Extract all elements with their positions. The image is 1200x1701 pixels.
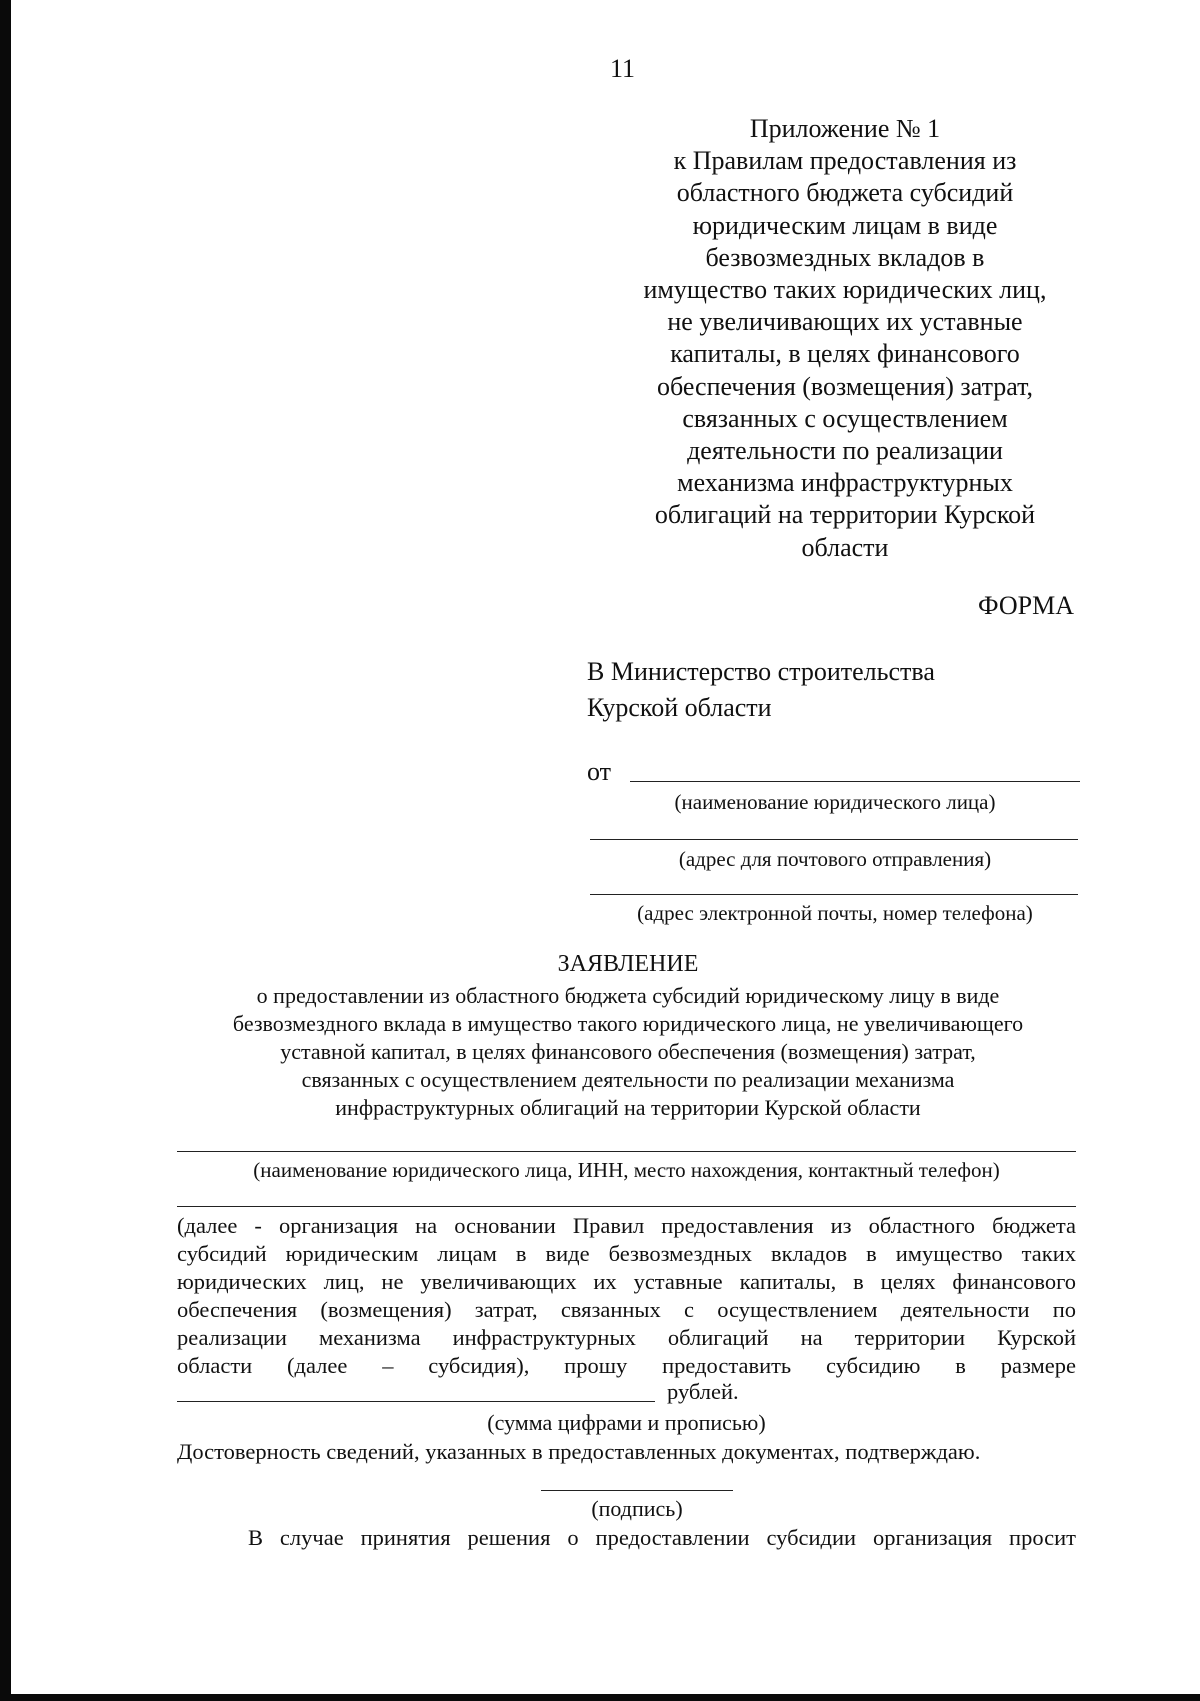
email-phone-hint: (адрес электронной почты, номер телефона) <box>637 901 1033 925</box>
appendix-line: капиталы, в целях финансового <box>670 339 1020 369</box>
statement-subtitle-line: безвозмездного вклада в имущество такого юридического лица, не увеличивающего <box>232 1011 1024 1036</box>
rubles-label: рублей. <box>667 1379 739 1404</box>
scan-edge-bottom <box>0 1694 1200 1701</box>
statement-body-line: реализации механизма инфраструктурных облигаций на территории Курской <box>177 1325 1076 1350</box>
scan-edge-left <box>0 0 11 1701</box>
appendix-line: области <box>801 532 889 562</box>
confirmation-text: Достоверность сведений, указанных в предоставленных документах, подтверждаю. <box>177 1439 981 1464</box>
appendix-line: механизма инфраструктурных <box>677 468 1013 498</box>
statement-subtitle-line: связанных с осуществлением деятельности по реализации механизма <box>301 1067 955 1092</box>
form-label: ФОРМА <box>978 591 1074 620</box>
appendix-line: не увеличивающих их уставные <box>667 307 1023 337</box>
statement-title: ЗАЯВЛЕНИЕ <box>557 951 699 977</box>
page-number: 11 <box>610 54 636 83</box>
appendix-line: областного бюджета субсидий <box>676 178 1014 208</box>
postal-address-hint: (адрес для почтового отправления) <box>678 847 992 871</box>
signature-field-line <box>541 1490 733 1491</box>
appendix-line: к Правилам предоставления из <box>673 146 1017 176</box>
postal-address-field-line <box>590 839 1078 840</box>
org-name-hint: (наименование юридического лица) <box>674 790 996 814</box>
from-label: от <box>587 757 612 786</box>
statement-subtitle-line: о предоставлении из областного бюджета субсидий юридическому лицу в виде <box>256 983 1000 1008</box>
statement-subtitle-line: уставной капитал, в целях финансового обеспечения (возмещения) затрат, <box>280 1039 976 1064</box>
appendix-line: облигаций на территории Курской <box>654 500 1036 530</box>
org-name-field-line <box>630 781 1080 782</box>
statement-subtitle-line: инфраструктурных облигаций на территории Курской области <box>335 1095 921 1120</box>
appendix-line: связанных с осуществлением <box>682 403 1008 433</box>
appendix-line: юридическим лицам в виде <box>692 210 998 240</box>
org-details-field-line-2 <box>177 1206 1076 1207</box>
subsidy-amount-field-line <box>177 1401 655 1402</box>
statement-body-line: обеспечения (возмещения) затрат, связанных с осуществлением деятельности по <box>177 1297 1076 1322</box>
org-details-field-line <box>177 1151 1076 1152</box>
statement-body-line: субсидий юридическим лицам в виде безвозмездных вкладов в имущество таких <box>177 1241 1076 1266</box>
statement-body-line: области (далее – субсидия), прошу предоставить субсидию в размере <box>177 1353 1076 1378</box>
statement-subtitle <box>0 982 1200 1122</box>
statement-body-line: юридических лиц, не увеличивающих их уставные капиталы, в целях финансового <box>177 1269 1076 1294</box>
email-phone-field-line <box>590 894 1078 895</box>
appendix-line: деятельности по реализации <box>687 436 1003 466</box>
appendix-heading <box>630 113 1060 564</box>
appendix-line: обеспечения (возмещения) затрат, <box>656 371 1034 401</box>
signature-hint: (подпись) <box>591 1496 683 1521</box>
amount-hint: (сумма цифрами и прописью) <box>487 1410 766 1435</box>
statement-body-line: (далее - организация на основании Правил предоставления из областного бюджета <box>177 1213 1076 1238</box>
appendix-line: имущество таких юридических лиц, <box>643 275 1047 305</box>
appendix-line: безвозмездных вкладов в <box>705 242 985 272</box>
statement-last-line: В случае принятия решения о предоставлении субсидии организация просит <box>248 1525 1076 1550</box>
appendix-line: Приложение № 1 <box>749 114 941 143</box>
addressee-line-2: Курской области <box>587 693 772 722</box>
org-details-hint: (наименование юридического лица, ИНН, место нахождения, контактный телефон) <box>253 1158 1000 1182</box>
addressee-line-1: В Министерство строительства <box>587 657 935 686</box>
